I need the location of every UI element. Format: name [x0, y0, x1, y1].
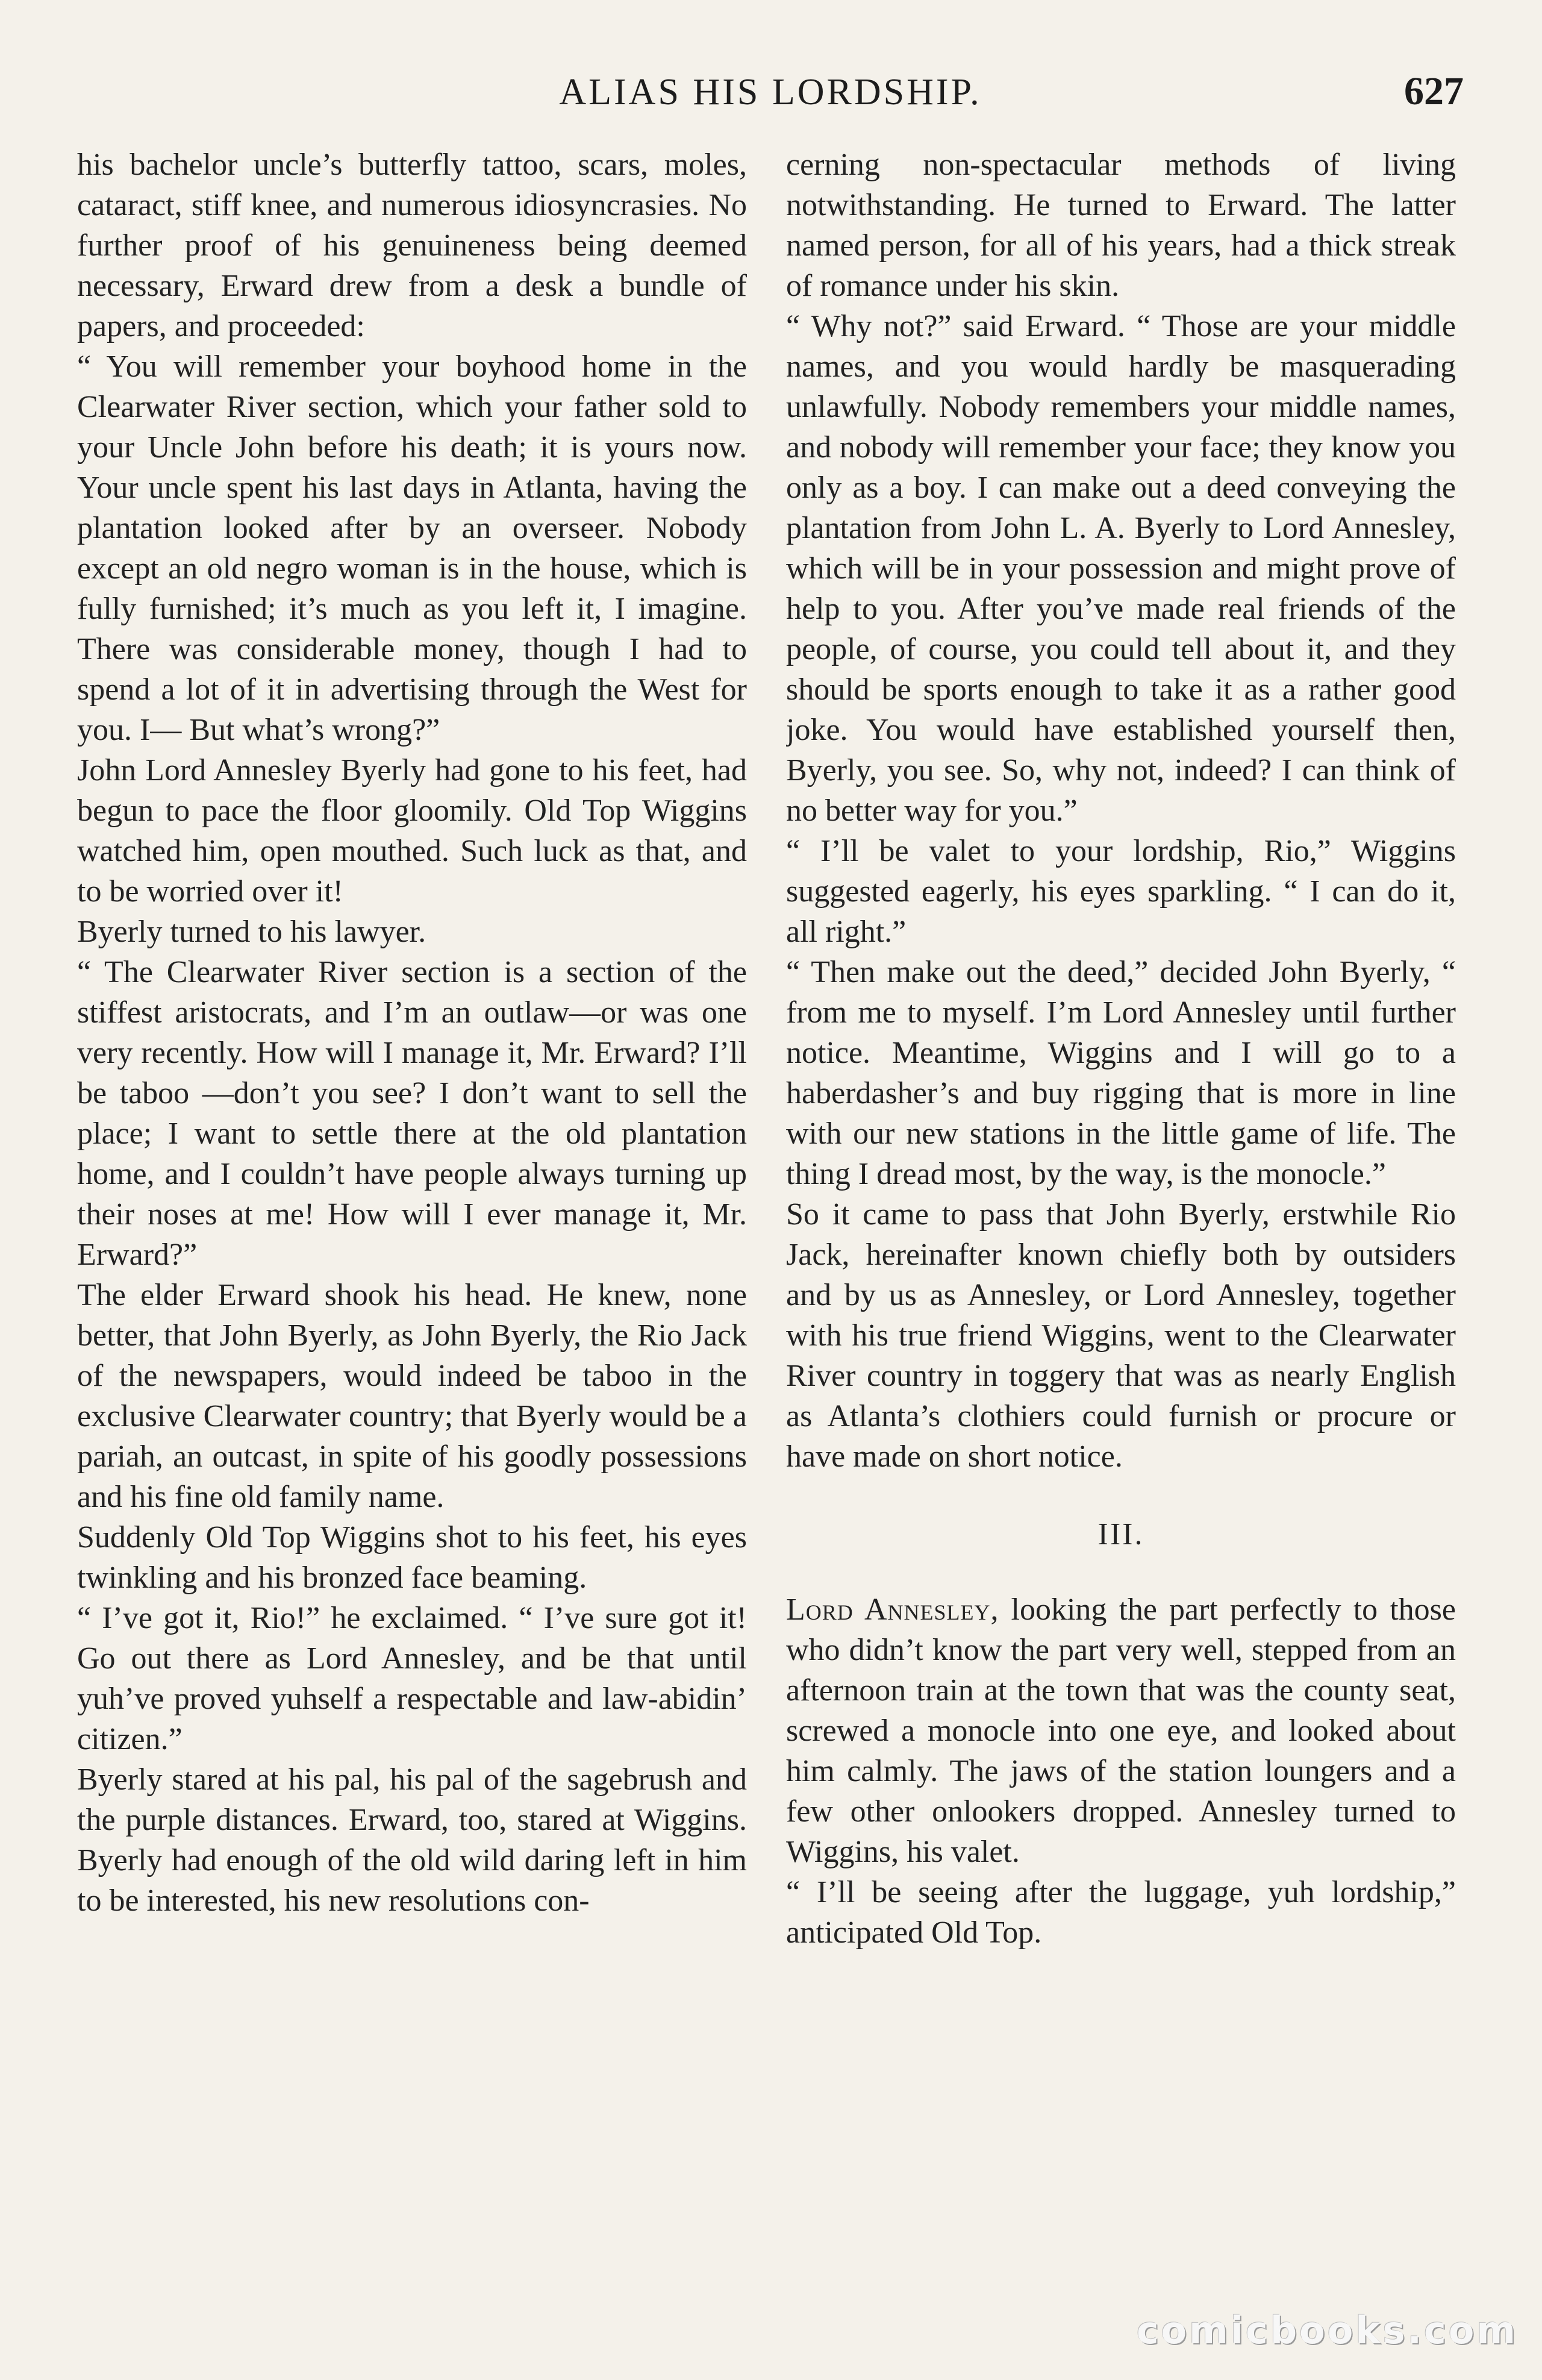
paragraph: Suddenly Old Top Wiggins shot to his feet, his eyes twinkling and his bronzed face beaming. [77, 1520, 747, 1595]
running-title: ALIAS HIS LORDSHIP. [559, 72, 982, 113]
section-lead-smallcaps: Lord Annesley, [786, 1592, 999, 1627]
paragraph: Byerly turned to his lawyer. [77, 915, 426, 949]
right-column [786, 145, 1456, 2290]
section-heading: III. [1097, 1517, 1144, 1552]
left-column [77, 145, 747, 2290]
paragraph: “ The Clearwater River section is a section of the stiffest aristocrats, and I’m an outlaw—or was one very recently. How will I manage it, Mr. Erward? I’ll be taboo —don’t you see? I don’t want to sell the place; I want to settle there at the old plantation home, and I couldn’t have people always turning up their noses at me! How will I ever manage it, Mr. Erward?” [77, 955, 747, 1272]
paragraph: “ I’ll be seeing after the luggage, yuh lordship,” anticipated Old Top. [786, 1875, 1456, 1950]
paragraph: The elder Erward shook his head. He knew, none better, that John Byerly, as John Byerly, the Rio Jack of the newspapers, would indeed be taboo in the exclusive Clearwater country; that Byerly would be a pariah, an outcast, in spite of his goodly possessions and his fine old family name. [77, 1278, 747, 1514]
paragraph: cerning non-spectacular methods of living notwithstanding. He turned to Erward. The latter named person, for all of his years, had a thick streak of romance under his skin. [786, 148, 1456, 303]
paragraph: “ Then make out the deed,” decided John Byerly, “ from me to myself. I’m Lord Annesley until further notice. Meantime, Wiggins and I will go to a haberdasher’s and buy rigging that is more in line with our new stations in the little game of life. The thing I dread most, by the way, is the monocle.” [786, 955, 1456, 1191]
section-lead-paragraph [786, 1589, 1456, 1872]
watermark-text: comicbooks.com [1136, 2308, 1518, 2352]
page-number: 627 [1404, 69, 1464, 113]
paragraph: John Lord Annesley Byerly had gone to his feet, had begun to pace the floor gloomily. Old Top Wiggins watched him, open mouthed. Such luck as that, and to be worried over it! [77, 753, 747, 909]
paragraph: “ I’ve got it, Rio!” he exclaimed. “ I’ve sure got it! Go out there as Lord Annesley, and be that until yuh’ve proved yuhself a respectable and law-abidin’ citizen.” [77, 1601, 747, 1756]
running-head [77, 65, 1464, 119]
paragraph: “ You will remember your boyhood home in the Clearwater River section, which your father sold to your Uncle John before his death; it is yours now. Your uncle spent his last days in Atlanta, having the plantation looked after by an overseer. Nobody except an old negro woman is in the house, which is fully furnished; it’s much as you left it, I imagine. There was considerable money, though I had to spend a lot of it in advertising through the West for you. I— But what’s wrong?” [77, 349, 747, 747]
paragraph: “ I’ll be valet to your lordship, Rio,” Wiggins suggested eagerly, his eyes sparkling. “ I can do it, all right.” [786, 834, 1456, 949]
section-lead-text: looking the part perfectly to those who didn’t know the part very well, stepped from an afternoon train at the town that was the county seat, screwed a monocle into one eye, and looked about him calmly. The jaws of the station loungers and a few other onlookers dropped. Annesley turned to Wiggins, his valet. [786, 1592, 1456, 1869]
paragraph: So it came to pass that John Byerly, erstwhile Rio Jack, hereinafter known chiefly both by outsiders and by us as Annesley, or Lord Annesley, together with his true friend Wiggins, went to the Clearwater River country in toggery that was as nearly English as Atlanta’s clothiers could furnish or procure or have made on short notice. [786, 1197, 1456, 1474]
paragraph: “ Why not?” said Erward. “ Those are your middle names, and you would hardly be masquerading unlawfully. Nobody remembers your middle names, and nobody will remember your face; they know you only as a boy. I can make out a deed conveying the plantation from John L. A. Byerly to Lord Annesley, which will be in your possession and might prove of help to you. After you’ve made real friends of the people, of course, you could tell about it, and they should be sports enough to take it as a rather good joke. You would have established yourself then, Byerly, you see. So, why not, indeed? I can think of no better way for you.” [786, 309, 1456, 828]
paragraph: Byerly stared at his pal, his pal of the sagebrush and the purple distances. Erward, too, stared at Wiggins. Byerly had enough of the old wild daring left in him to be interested, his new resolutions con- [77, 1762, 747, 1918]
paragraph: his bachelor uncle’s butterfly tattoo, scars, moles, cataract, stiff knee, and numerous idiosyncrasies. No further proof of his genuineness being deemed necessary, Erward drew from a desk a bundle of papers, and proceeded: [77, 148, 747, 343]
